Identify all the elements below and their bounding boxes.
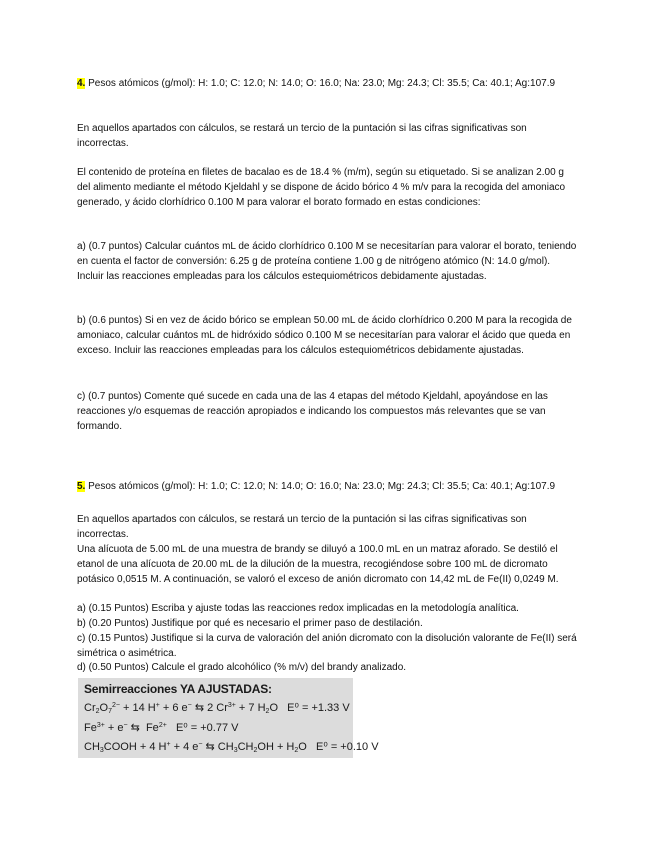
eq1-potential: E⁰ = +1.33 V bbox=[287, 702, 350, 714]
eq2-potential: E⁰ = +0.77 V bbox=[175, 722, 239, 734]
q5-atomic-weights bbox=[77, 480, 577, 495]
q5-part-c bbox=[77, 632, 577, 662]
q4-part-a bbox=[77, 240, 577, 284]
q4-number: 4. bbox=[77, 78, 86, 89]
q5-note bbox=[77, 513, 577, 543]
half-reaction-acetic: $CH_3COOH + 4$ H+ + 4 e− ⇆ $CH_3CH_2OH + H_2O$ E⁰ = +0.10 V bbox=[84, 741, 379, 754]
q4-part-c bbox=[77, 390, 577, 434]
q4-part-a-text: a) (0.7 puntos) Calcular cuántos mL de ácido clorhídrico 0.100 M se necesitarían para valorar el borato, teniendo en cuenta el factor de conversión: 6.25 g de proteína contiene 1.00 g de nitrógeno atómico (N: 14.0 g/mol). Incluir las reacciones empleadas para los cálculos estequiométricos debidamente ajustadas. bbox=[77, 241, 577, 282]
half-reaction-iron: $Fe^{3+} + e^-$ ⇆ $Fe^{2+}$ E⁰ = +0.77 V bbox=[84, 722, 239, 734]
q5-part-a-text: a) (0.15 Puntos) Escriba y ajuste todas las reacciones redox implicadas en la metodología analítica. bbox=[77, 603, 519, 614]
q5-part-c-text: c) (0.15 Puntos) Justifique si la curva de valoración del anión dicromato con la disolución valorante de Fe(II) será simétrica o asimétrica. bbox=[77, 633, 577, 659]
q5-part-b-text: b) (0.20 Puntos) Justifique por qué es necesario el primer paso de destilación. bbox=[77, 618, 423, 629]
q4-note-text: En aquellos apartados con cálculos, se restará un tercio de la puntación si las cifras significativas son incorrectas. bbox=[77, 123, 527, 149]
q5-intro bbox=[77, 543, 577, 587]
q4-intro-text: El contenido de proteína en filetes de bacalao es de 18.4 % (m/m), según su etiquetado. Si se analizan 2.00 g del alimento mediante el método Kjeldahl y se dispone de ácido bórico 4 % m/v para la recogida del amoniaco generado, y ácido clorhídrico 0.100 M para valorar el borato formado en estas condiciones: bbox=[77, 167, 566, 208]
q5-part-d-text: d) (0.50 Puntos) Calcule el grado alcohólico (% m/v) del brandy analizado. bbox=[77, 662, 407, 673]
q4-part-b-text: b) (0.6 puntos) Si en vez de ácido bórico se emplean 50.00 mL de ácido clorhídrico 0.200 M para la recogida de amoniaco, calcular cuántos mL de hidróxido sódico 0.100 M se necesitarían para valorar el ácido que queda en exceso. Incluir las reacciones empleadas para los cálculos estequiométricos debidamente ajustadas. bbox=[77, 315, 572, 356]
q5-number: 5. bbox=[77, 481, 86, 492]
q4-part-b bbox=[77, 314, 577, 358]
q5-note-text: En aquellos apartados con cálculos, se restará un tercio de la puntación si las cifras significativas son incorrectas. bbox=[77, 514, 527, 540]
half-reaction-dichromate: $Cr_2O_7^{2-} + 14$ H+ + 6 e− ⇆ 2 $Cr^{3+} + 7$ $H_2O$ E⁰ = +1.33 V bbox=[84, 702, 350, 715]
q4-note bbox=[77, 122, 577, 152]
q5-part-a bbox=[77, 602, 577, 617]
q4-atomic-weights-text: Pesos atómicos (g/mol): H: 1.0; C: 12.0; N: 14.0; O: 16.0; Na: 23.0; Mg: 24.3; Cl: 35.5; Ca: 40.1; Ag:107.9 bbox=[85, 78, 556, 89]
q5-part-b bbox=[77, 617, 577, 632]
q5-intro-text: Una alícuota de 5.00 mL de una muestra de brandy se diluyó a 100.0 mL en un matraz aforado. Se destiló el etanol de una alícuota de 20.00 mL de la dilución de la muestra, recogiéndose sobre 100 mL de dicromato potásico 0,0515 M. A continuación, se valoró el exceso de anión dicromato con 14,42 mL de Fe(II) 0,0249 M. bbox=[77, 544, 559, 585]
q4-atomic-weights bbox=[77, 77, 577, 92]
q5-part-d bbox=[77, 661, 577, 676]
q4-part-c-text: c) (0.7 puntos) Comente qué sucede en cada una de las 4 etapas del método Kjeldahl, apoyándose en las reacciones y/o esquemas de reacción apropiados e indicando los compuestos más relevantes que se van formando. bbox=[77, 391, 548, 432]
eq3-potential: E⁰ = +0.10 V bbox=[316, 741, 379, 753]
half-reactions-title: Semirreacciones YA AJUSTADAS: bbox=[84, 682, 272, 696]
half-reactions-image bbox=[78, 678, 379, 758]
q4-intro bbox=[77, 166, 577, 210]
q5-atomic-weights-text: Pesos atómicos (g/mol): H: 1.0; C: 12.0; N: 14.0; O: 16.0; Na: 23.0; Mg: 24.3; Cl: 35.5; Ca: 40.1; Ag:107.9 bbox=[85, 481, 556, 492]
